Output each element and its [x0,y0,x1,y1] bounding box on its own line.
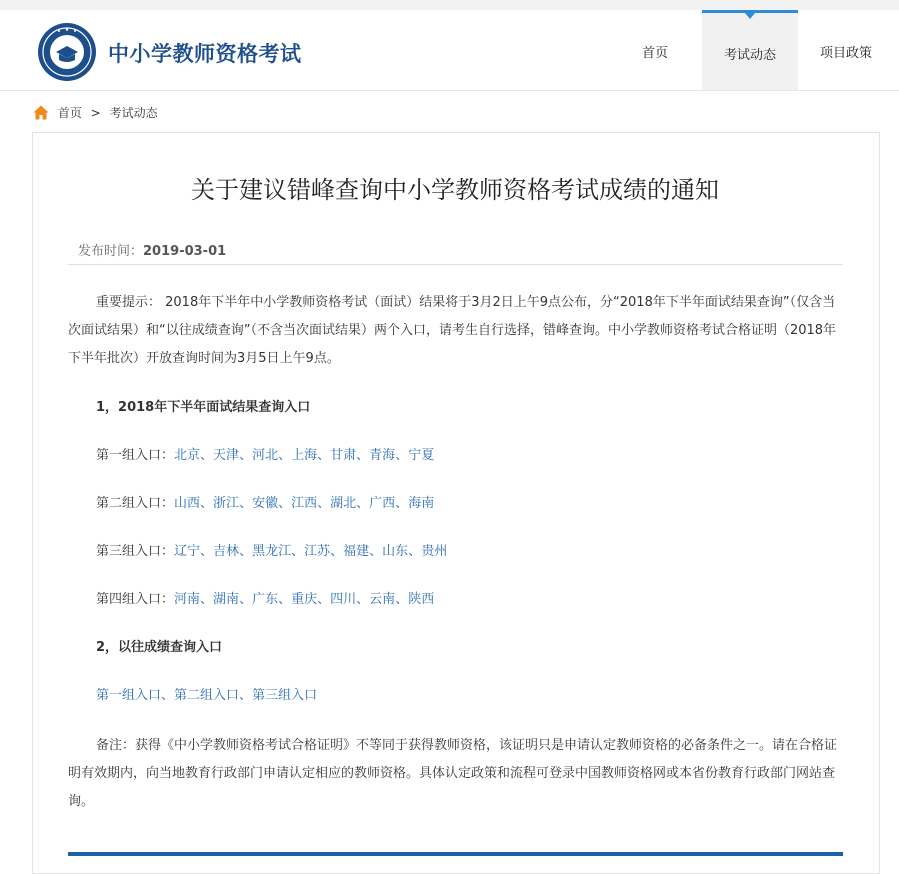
province-link[interactable]: 江苏 [304,544,331,559]
site-header [0,10,899,91]
publish-time [78,240,226,259]
group-label: 第一组入口： [96,448,175,463]
province-link[interactable]: 甘肃 [330,448,357,463]
link-separator: 、 [239,688,253,703]
province-link[interactable]: 上海 [291,448,318,463]
breadcrumb [33,104,158,122]
province-link[interactable]: 吉林 [213,544,240,559]
link-separator: 、 [200,496,214,511]
link-separator: 、 [356,496,370,511]
active-indicator-icon [745,13,755,19]
link-separator: 、 [369,544,383,559]
province-link[interactable]: 四川 [330,592,357,607]
link-separator: 、 [356,592,370,607]
province-link[interactable]: 湖南 [213,592,240,607]
province-link[interactable]: 云南 [369,592,396,607]
province-link[interactable]: 海南 [408,496,435,511]
link-separator: 、 [239,448,253,463]
link-separator: 、 [395,496,409,511]
link-separator: 、 [278,592,292,607]
bottom-bar [68,852,843,856]
breadcrumb-separator: > [90,106,101,120]
province-link[interactable]: 浙江 [213,496,240,511]
article-title: 关于建议错峰查询中小学教师资格考试成绩的通知 [191,176,719,204]
link-separator: 、 [200,448,214,463]
province-link[interactable]: 青海 [369,448,396,463]
site-title[interactable]: 中小学教师资格考试 [108,42,302,66]
link-separator: 、 [395,592,409,607]
nav-project-policy[interactable]: 项目政策 [819,46,872,61]
note-paragraph: 备注：获得《中小学教师资格考试合格证明》不等同于获得教师资格，该证明只是申请认定教师资格的必备条件之一。请在合格证明有效期内，向当地教育行政部门申请认定相应的教师资格。具体认定政策和流程可登录中国教师资格网或本省份教育行政部门网站查询。 [68,738,838,809]
publish-time-label: 发布时间： [78,244,144,259]
group-label: 第四组入口： [96,592,175,607]
past-results-link[interactable]: 第一组入口 [96,688,162,703]
link-separator: 、 [239,496,253,511]
link-separator: 、 [278,448,292,463]
province-link[interactable]: 河南 [174,592,201,607]
link-separator: 、 [239,592,253,607]
nav-exam-news-label: 考试动态 [723,48,776,63]
past-results-link[interactable]: 第三组入口 [252,688,318,703]
nav-exam-news[interactable] [702,10,798,90]
link-separator: 、 [200,592,214,607]
link-separator: 、 [356,448,370,463]
province-link[interactable]: 河北 [252,448,279,463]
province-link[interactable]: 福建 [343,544,370,559]
province-link[interactable]: 江西 [291,496,318,511]
province-link[interactable]: 天津 [213,448,240,463]
link-separator: 、 [330,544,344,559]
province-link[interactable]: 辽宁 [174,544,201,559]
divider [68,264,843,265]
site-logo[interactable] [37,22,97,82]
province-link[interactable]: 广西 [369,496,396,511]
province-link[interactable]: 重庆 [291,592,318,607]
publish-time-value: 2019-03-01 [143,244,227,259]
home-icon [33,105,49,125]
province-link[interactable]: 贵州 [421,544,448,559]
intro-paragraph: 重要提示： 2018年下半年中小学教师资格考试（面试）结果将于3月2日上午9点公布，分“2018年下半年面试结果查询”（仅含当次面试结果）和“以往成绩查询”（不含当次面试结果）两个入口，请考生自行选择，错峰查询。中小学教师资格考试合格证明（2018年下半年批次）开放查询时间为3月5日上午9点。 [68,295,837,366]
province-link[interactable]: 广东 [252,592,279,607]
past-results-links [96,686,317,706]
seal-logo-icon [37,22,97,82]
province-link[interactable]: 湖北 [330,496,357,511]
link-separator: 、 [395,448,409,463]
province-link[interactable]: 宁夏 [408,448,435,463]
past-results-link[interactable]: 第二组入口 [174,688,240,703]
nav-home[interactable]: 首页 [641,46,668,61]
link-separator: 、 [291,544,305,559]
province-link[interactable]: 安徽 [252,496,279,511]
link-separator: 、 [200,544,214,559]
link-separator: 、 [317,496,331,511]
province-link[interactable]: 陕西 [408,592,435,607]
group-row [96,494,434,514]
province-link[interactable]: 山东 [382,544,409,559]
link-separator: 、 [317,448,331,463]
group-label: 第二组入口： [96,496,175,511]
link-separator: 、 [317,592,331,607]
section2-heading: 2，以往成绩查询入口 [96,640,223,655]
province-link[interactable]: 北京 [174,448,201,463]
province-link[interactable]: 山西 [174,496,201,511]
group-row [96,446,434,466]
link-separator: 、 [161,688,175,703]
province-link[interactable]: 黑龙江 [252,544,292,559]
group-label: 第三组入口： [96,544,175,559]
link-separator: 、 [239,544,253,559]
link-separator: 、 [278,496,292,511]
breadcrumb-home-link[interactable]: 首页 [57,106,82,120]
top-strip [0,0,899,10]
breadcrumb-current[interactable]: 考试动态 [109,106,158,120]
group-row [96,590,434,610]
section1-heading: 1，2018年下半年面试结果查询入口 [96,400,311,415]
group-row [96,542,447,562]
link-separator: 、 [408,544,422,559]
